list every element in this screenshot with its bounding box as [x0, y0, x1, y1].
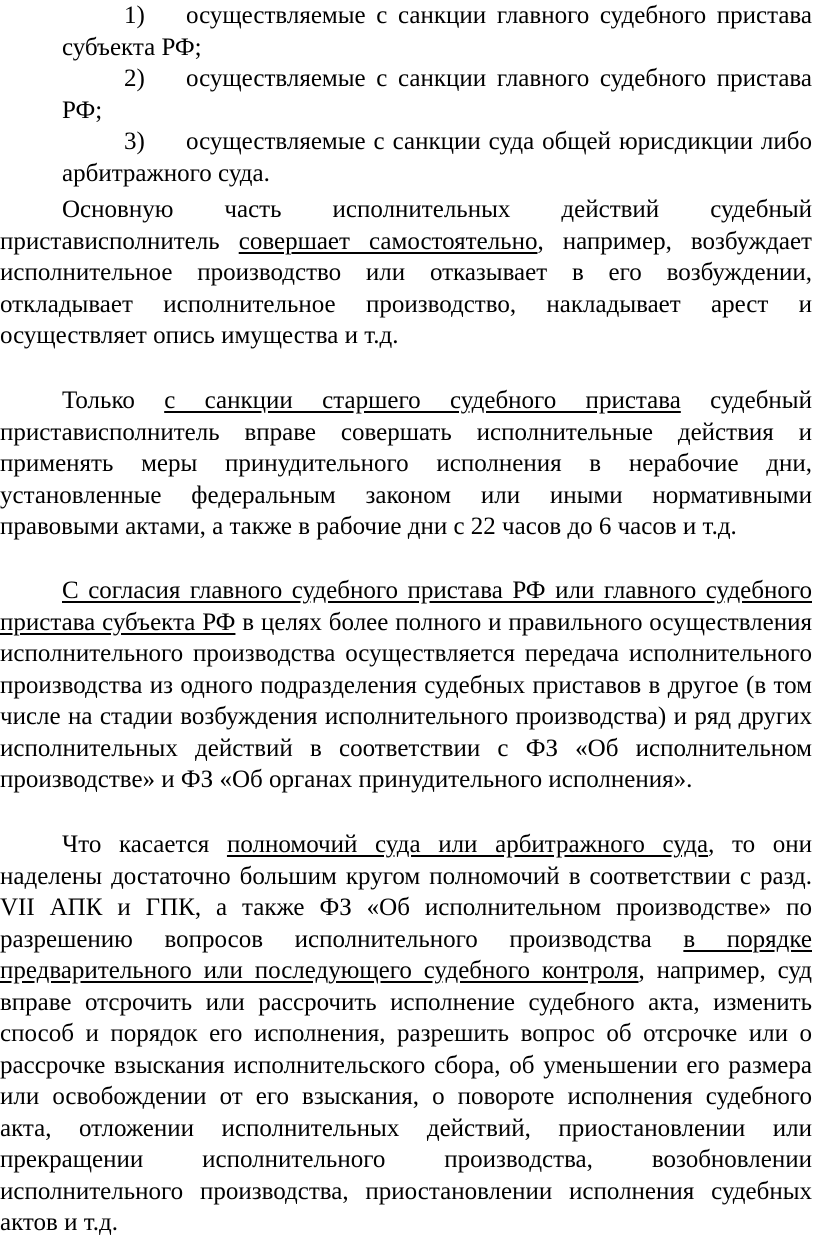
paragraph-text: в целях более полного и правильного осуществления исполнительного производства осуществляется передача исполнительного производства из одного подразделения судебных приставов в другое (в том числе на стадии возбуждения исполнительного производства) и ряд других исполнительных действий в соответствии с ФЗ «Об исполнительном производстве» и ФЗ «Об органах принудительного исполнения».	[0, 608, 812, 793]
paragraph-court-powers	[0, 829, 812, 1239]
underlined-phrase: в порядке предварительного или последующего судебного контроля	[0, 925, 812, 984]
list-item-text: осуществляемые с санкции суда общей юрисдикции либо арбитражного суда.	[62, 128, 812, 187]
underlined-phrase: С согласия главного судебного пристава РФ или главного судебного пристава субъекта РФ	[0, 577, 812, 636]
paragraph-chief-bailiff-consent	[0, 575, 812, 796]
list-item	[0, 63, 812, 126]
list-item	[0, 126, 812, 189]
paragraph-senior-bailiff-sanction	[0, 385, 812, 543]
paragraph-text: Основную часть исполнительных действий судебный пристависполнитель	[0, 196, 812, 255]
list-item-number: 3)	[124, 128, 145, 155]
paragraph-text: Что касается	[62, 831, 227, 858]
list-item-number: 1)	[124, 2, 145, 29]
paragraph-independent-actions	[0, 194, 812, 352]
underlined-phrase: совершает самостоятельно	[238, 227, 538, 255]
list-item-text: осуществляемые с санкции главного судебного пристава субъекта РФ;	[62, 2, 812, 61]
underlined-phrase: полномочий суда или арбитражного суда	[226, 831, 709, 858]
list-item-number: 2)	[124, 65, 145, 92]
numbered-list	[0, 0, 812, 189]
list-item	[0, 0, 812, 63]
underlined-phrase: с санкции старшего судебного пристава	[164, 387, 681, 414]
paragraph-text: судебный пристависполнитель вправе совершать исполнительные действия и применять меры принудительного исполнения в нерабочие дни, установленные федеральным законом или иными нормативными правовыми актами, а также в рабочие дни с 22 часов до 6 часов и т.д.	[0, 387, 812, 540]
paragraph-text: Только	[62, 387, 165, 414]
paragraph-text: , например, суд вправе отсрочить или рассрочить исполнение судебного акта, изменить способ и порядок его исполнения, разрешить вопрос об отсрочке или о рассрочке взыскания исполнительского сбора, об уменьшении его размера или освобождении от его взыскания, о повороте исполнения судебного акта, отложении исполнительных действий, приостановлении или прекращении исполнительного производства, возобновлении исполнительного производства, приостановлении исполнения судебных актов и т.д.	[0, 957, 813, 1236]
paragraph-text: , то они наделены достаточно большим кругом полномочий в соответствии с разд. VII АПК и ГПК, а также ФЗ «Об исполнительном производстве» по разрешению вопросов исполнительного производства	[0, 831, 812, 953]
list-item-text: осуществляемые с санкции главного судебного пристава РФ;	[62, 65, 812, 124]
paragraph-text: , например, возбуждает исполнительное производство или отказывает в его возбуждении, откладывает исполнительное производство, накладывает арест и осуществляет опись имущества и т.д.	[0, 227, 812, 349]
